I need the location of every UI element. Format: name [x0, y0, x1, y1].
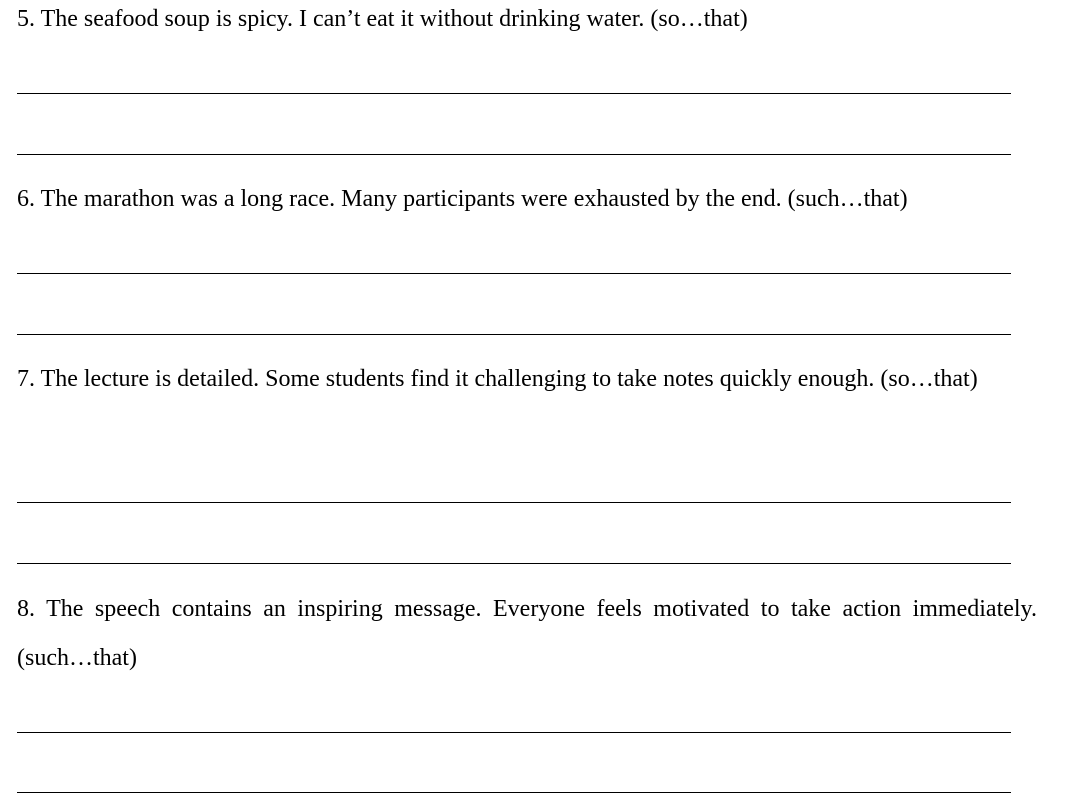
question-item [17, 585, 1037, 683]
question-text: 6. The marathon was a long race. Many participants were exhausted by the end. (such…that) [17, 186, 908, 212]
answer-line[interactable] [17, 792, 1011, 793]
question-item [17, 175, 1037, 224]
question-text: 8. The speech contains an inspiring message. Everyone feels motivated to take action immediately. (such…that) [17, 596, 1037, 671]
answer-line[interactable] [17, 502, 1011, 503]
answer-line[interactable] [17, 154, 1011, 155]
question-text: 7. The lecture is detailed. Some students find it challenging to take notes quickly enough. (so…that) [17, 366, 978, 392]
answer-line[interactable] [17, 273, 1011, 274]
question-text: 5. The seafood soup is spicy. I can’t eat it without drinking water. (so…that) [17, 6, 748, 32]
answer-line[interactable] [17, 732, 1011, 733]
question-item [17, 0, 1037, 44]
answer-line[interactable] [17, 563, 1011, 564]
answer-line[interactable] [17, 93, 1011, 94]
question-item [17, 355, 1037, 404]
answer-line[interactable] [17, 334, 1011, 335]
